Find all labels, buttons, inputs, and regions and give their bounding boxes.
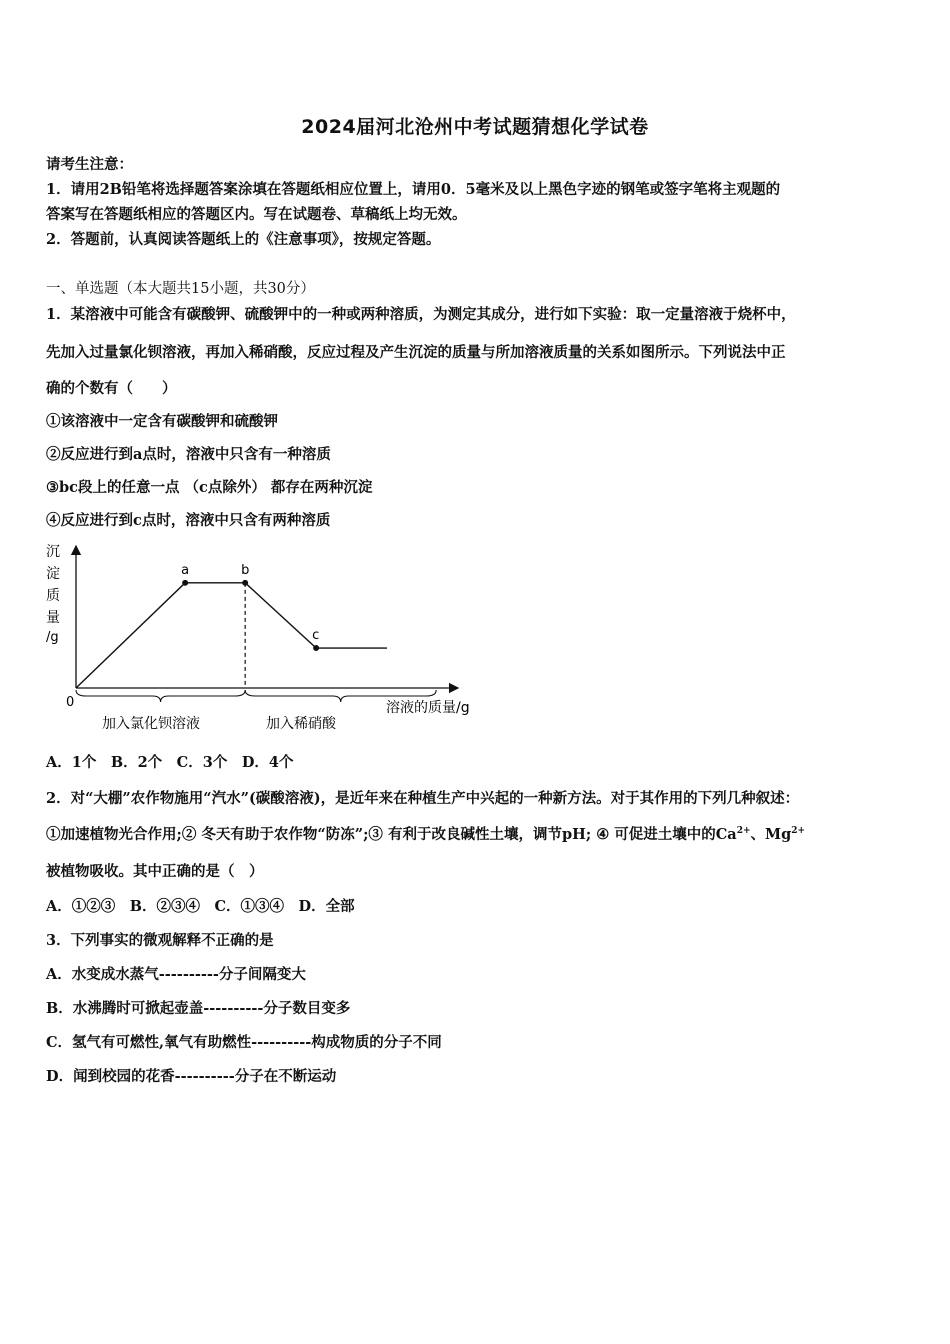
page-title: 2024届河北沧州中考试题猜想化学试卷 (301, 116, 649, 138)
notice-item-1b: 答案写在答题纸相应的答题区内。写在试题卷、草稿纸上均无效。 (46, 206, 467, 223)
q1-statement-1: ①该溶液中一定含有碳酸钾和硫酸钾 (46, 413, 278, 430)
series-segment-1 (76, 583, 185, 688)
notice-item-2: 2．答题前，认真阅读答题纸上的《注意事项》，按规定答题。 (46, 231, 441, 248)
notice-item-1a: 1．请用2B铅笔将选择题答案涂填在答题纸相应位置上，请用0．5毫米及以上黑色字迹的钢笔或签字笔将主观题的 (46, 181, 781, 198)
q2-line2-text: ①加速植物光合作用;② 冬天有助于农作物“防冻”;③ 有利于改良碱性土壤，调节pH; ④ 可促进土壤中的Ca (46, 826, 737, 843)
q1-statement-3: ③bc段上的任意一点 （c点除外） 都存在两种沉淀 (46, 479, 373, 496)
ylabel-char-5: /g (46, 630, 59, 645)
mg-charge: 2+ (791, 826, 806, 837)
series-segment-3 (245, 583, 316, 648)
point-a (182, 580, 188, 586)
point-label-c: c (312, 628, 320, 644)
q3-stem: 3．下列事实的微观解释不正确的是 (46, 932, 274, 949)
bracket-bacl2 (76, 690, 245, 702)
q3-option-b: B．水沸腾时可掀起壶盖----------分子数目变多 (46, 1000, 351, 1017)
origin-label: 0 (66, 695, 75, 710)
x-brackets (76, 690, 436, 702)
q2-stem-line2 (46, 823, 805, 844)
section-heading: 一、单选题（本大题共15小题，共30分） (46, 281, 315, 297)
q3-option-c: C．氢气有可燃性,氧气有助燃性----------构成物质的分子不同 (46, 1034, 442, 1051)
q1-stem-line1: 1．某溶液中可能含有碳酸钾、硫酸钾中的一种或两种溶质，为测定其成分，进行如下实验：取一定量溶液于烧杯中， (46, 306, 796, 323)
q1-stem-line3: 确的个数有（ ） (46, 380, 177, 397)
q3-option-d: D．闻到校园的花香----------分子在不断运动 (46, 1068, 337, 1085)
ylabel-char-4: 量 (46, 610, 60, 626)
point-label-a: a (181, 562, 190, 578)
ylabel-char-2: 淀 (46, 566, 60, 582)
q2-stem-line1: 2．对“大棚”农作物施用“汽水”(碳酸溶液)，是近年来在种植生产中兴起的一种新方法。对于其作用的下列几种叙述： (46, 790, 800, 807)
xlabel: 溶液的质量/g (386, 700, 470, 716)
bracket-label-bacl2: 加入氯化钡溶液 (102, 716, 200, 732)
q2-sep: 、Mg (750, 826, 792, 843)
point-c (313, 645, 319, 651)
ca-charge: 2+ (736, 826, 751, 837)
ylabel-char-3: 质 (46, 588, 60, 604)
point-label-b: b (241, 562, 250, 578)
point-b (242, 580, 248, 586)
q2-stem-line3: 被植物吸收。其中正确的是（ ） (46, 863, 264, 880)
q1-statement-2: ②反应进行到a点时，溶液中只含有一种溶质 (46, 446, 331, 463)
q1-stem-line2: 先加入过量氯化钡溶液，再加入稀硝酸，反应过程及产生沉淀的质量与所加溶液质量的关系如图所示。下列说法中正 (46, 344, 786, 361)
bracket-label-hno3: 加入稀硝酸 (266, 716, 336, 732)
notice-heading: 请考生注意： (46, 156, 133, 173)
q1-statement-4: ④反应进行到c点时，溶液中只含有两种溶质 (46, 512, 331, 529)
ylabel-char-1: 沉 (46, 544, 60, 560)
precipitate-chart (40, 538, 490, 738)
q1-options: A．1个 B．2个 C．3个 D．4个 (46, 754, 294, 771)
data-series (76, 563, 387, 688)
q2-options: A．①②③ B．②③④ C．①③④ D．全部 (46, 898, 355, 915)
q3-option-a: A．水变成水蒸气----------分子间隔变大 (46, 966, 306, 983)
